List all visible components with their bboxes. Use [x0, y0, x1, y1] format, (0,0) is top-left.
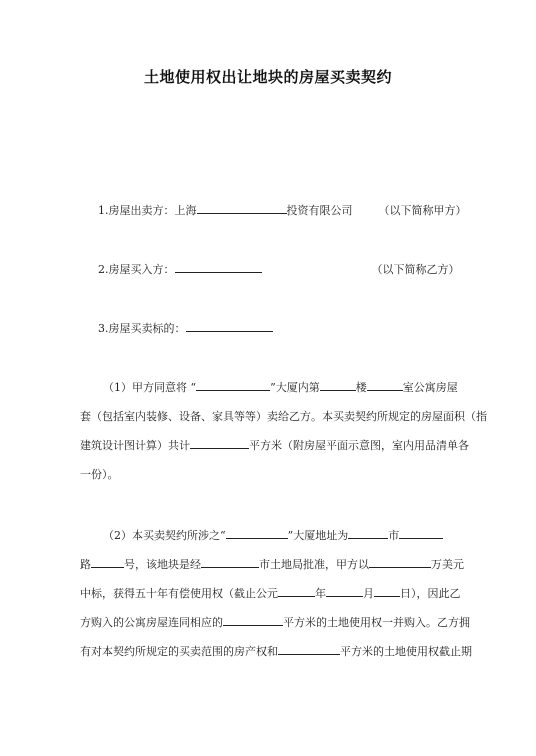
- para2-line3: [80, 586, 461, 601]
- para2-text: 平方米的土地使用权一并购入。乙方拥: [283, 616, 470, 629]
- land-area-blank: [223, 615, 283, 626]
- building-name-blank: [196, 380, 270, 391]
- para2-text: 路: [80, 558, 91, 571]
- para1-line2: [80, 409, 487, 424]
- para1-line1: [103, 380, 458, 395]
- para1-line4: [80, 467, 119, 482]
- para1-text: （1）甲方同意将 “: [103, 381, 197, 394]
- para2-text: （2）本买卖契约所涉之“: [103, 529, 226, 542]
- para2-text: 月: [363, 587, 374, 600]
- para2-line5: [80, 644, 472, 659]
- para2-text: 万美元: [431, 558, 464, 571]
- para1-text: 楼: [355, 381, 367, 394]
- buyer-line: [98, 262, 460, 277]
- para1-text: ”大厦内第: [270, 381, 320, 394]
- land-city-blank: [201, 557, 259, 568]
- para2-text: ”大厦地址为: [287, 529, 349, 542]
- para1-text: 平方米（附房屋平面示意图，室内用品清单各: [249, 439, 469, 452]
- para2-text: 有对本契约所规定的买卖范围的房产权和: [80, 645, 278, 658]
- seller-suffix: 投资有限公司: [286, 204, 353, 217]
- seller-name-blank: [197, 203, 287, 214]
- building-name-blank-2: [226, 528, 288, 539]
- para2-text: 市土地局批准，甲方以: [259, 558, 369, 571]
- day-blank: [374, 586, 400, 597]
- para1-text: 室公寓房屋: [402, 381, 458, 394]
- subject-line: [98, 321, 273, 336]
- bid-amount-blank: [369, 557, 431, 568]
- city-blank: [348, 528, 388, 539]
- para2-line2: [80, 557, 464, 572]
- buyer-note: （以下简称乙方）: [371, 263, 460, 276]
- floor-blank: [320, 380, 356, 391]
- seller-line: [98, 203, 467, 218]
- city-extra-blank: [399, 528, 443, 539]
- para1-text: 一份）。: [80, 468, 119, 481]
- para2-text: 方购入的公寓房屋连同相应的: [80, 616, 223, 629]
- para2-text: 中标，获得五十年有偿使用权（截止公元: [80, 587, 278, 600]
- month-blank: [326, 586, 363, 597]
- buyer-name-blank: [175, 262, 262, 273]
- buyer-label: 2.房屋买入方：: [98, 263, 175, 276]
- para2-text: 日），因此乙: [400, 587, 461, 600]
- para1-line3: [80, 438, 469, 453]
- para1-text: 套（包括室内装修、设备、家具等等）卖给乙方。本买卖契约所规定的房屋面积（指: [80, 410, 487, 423]
- seller-note: （以下简称甲方）: [378, 204, 467, 217]
- land-right-area-blank: [278, 644, 340, 655]
- document-title: 土地使用权出让地块的房屋买卖契约: [143, 68, 392, 86]
- road-blank: [91, 557, 124, 568]
- area-blank: [190, 438, 249, 449]
- year-blank: [278, 586, 315, 597]
- para2-text: 号，该地块是经: [124, 558, 201, 571]
- para1-text: 建筑设计图计算）共计: [80, 439, 190, 452]
- para2-text: 市: [388, 529, 400, 542]
- subject-label: 3.房屋买卖标的：: [98, 322, 186, 335]
- para2-line1: [103, 528, 443, 543]
- para2-text: 年: [315, 587, 326, 600]
- seller-label: 1.房屋出卖方：上海: [98, 204, 197, 217]
- para2-line4: [80, 615, 470, 630]
- subject-blank: [186, 321, 273, 332]
- para2-text: 平方米的土地使用权截止期: [340, 645, 472, 658]
- room-blank: [367, 380, 403, 391]
